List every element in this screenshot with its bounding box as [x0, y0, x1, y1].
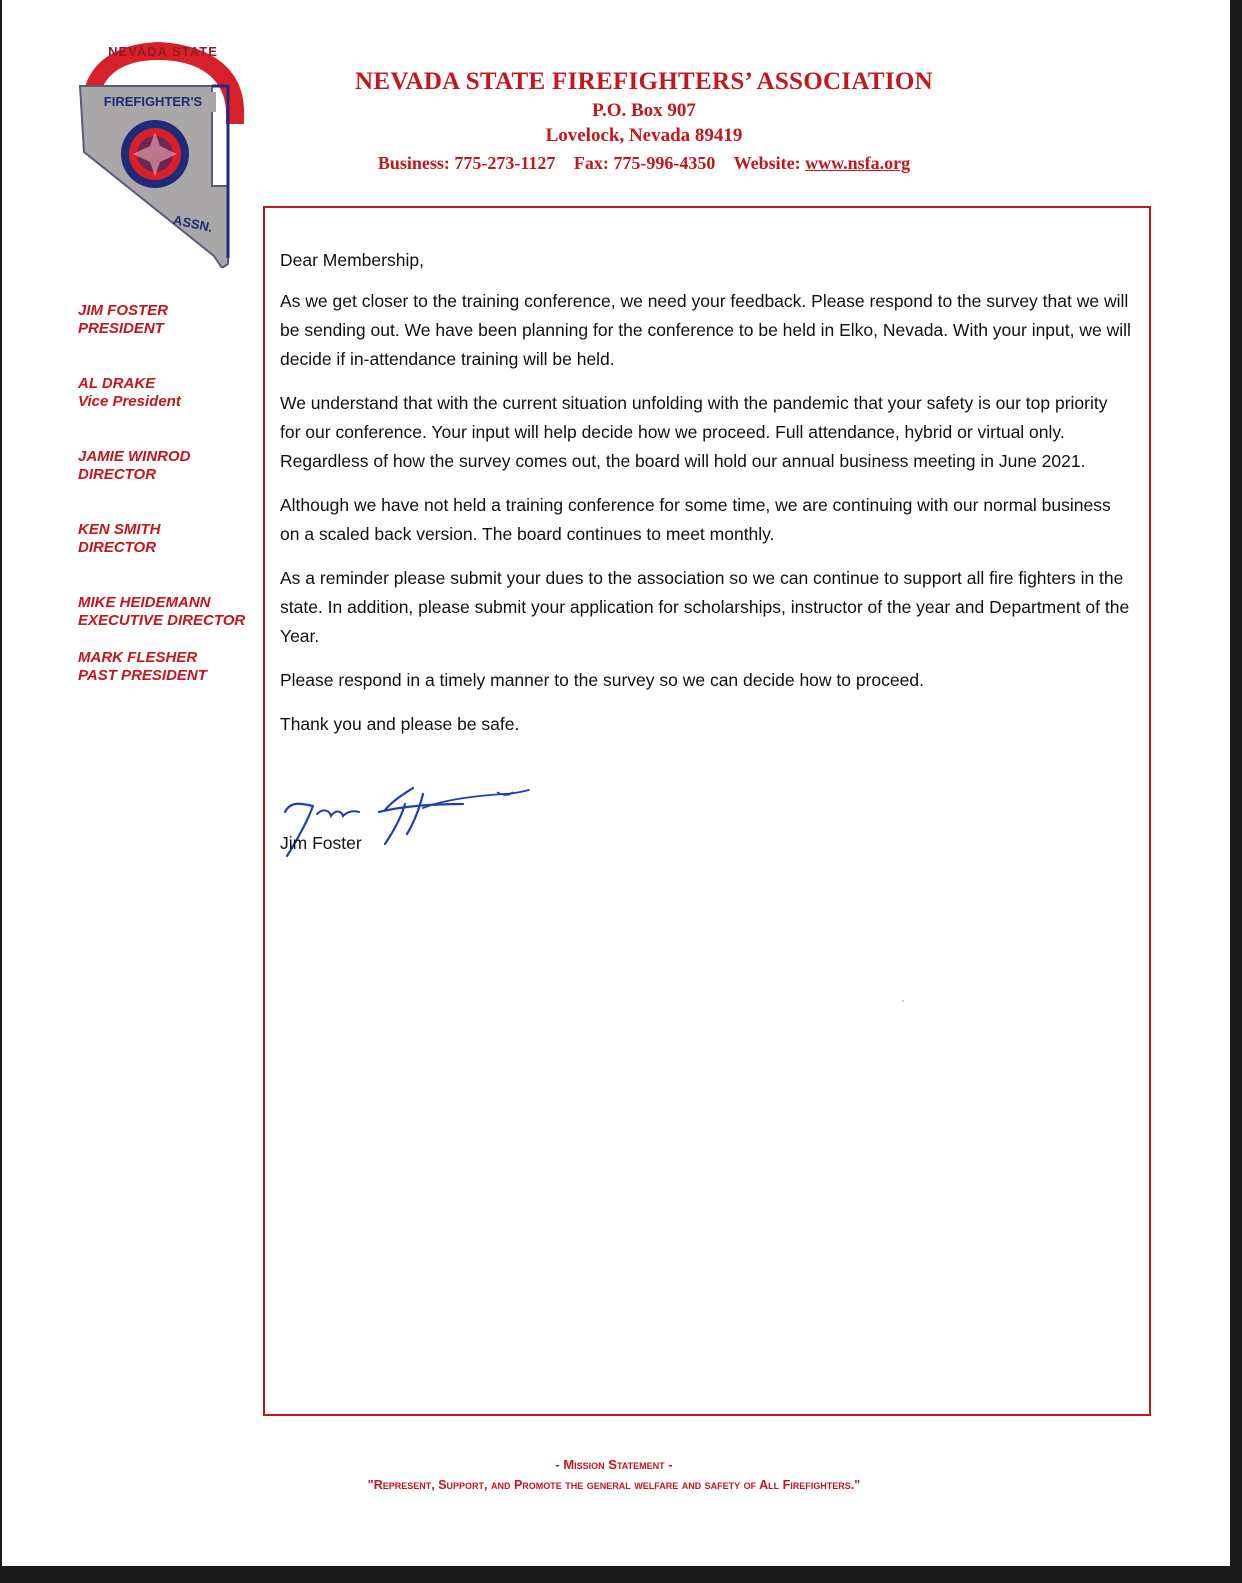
city-state-zip: Lovelock, Nevada 89419 [545, 125, 743, 146]
officer-name: AL DRAKE [78, 375, 156, 392]
officer-entry [78, 594, 245, 630]
officer-entry [78, 521, 161, 557]
fax-number: 775-996-4350 [613, 153, 716, 173]
letter-body [280, 246, 1132, 754]
business-label: Business: [377, 153, 450, 173]
officer-title: Vice President [78, 393, 181, 410]
business-phone: 775-273-1127 [454, 153, 556, 173]
logo-bottom-text: ASSN. [171, 212, 214, 236]
mission-statement [264, 1456, 964, 1494]
association-logo [72, 36, 252, 268]
officer-name: MARK FLESHER [78, 649, 198, 666]
contact-line [264, 149, 1024, 177]
salutation: Dear Membership, [280, 250, 424, 270]
officer-name: JAMIE WINROD [78, 448, 191, 465]
letter-paragraph: Please respond in a timely manner to the survey so we can decide how to proceed. [280, 670, 924, 690]
officer-entry [78, 649, 207, 685]
officer-title: PAST PRESIDENT [78, 667, 207, 684]
po-box: P.O. Box 907 [592, 100, 696, 121]
letterhead [264, 66, 1024, 177]
website-label: Website: [733, 153, 801, 173]
officer-title: DIRECTOR [78, 539, 157, 556]
letter-page [2, 0, 1230, 1566]
letter-paragraph: As a reminder please submit your dues to the association so we can continue to support all fire fighters in the state. In addition, please submit your application for scholarships, instructor of the year and Department of the Year. [280, 568, 1130, 646]
logo-top-text: NEVADA STATE [108, 44, 218, 59]
letter-paragraph: Although we have not held a training conference for some time, we are continuing with our normal business on a scaled back version. The board continues to meet monthly. [280, 495, 1111, 544]
letter-paragraph: As we get closer to the training conference, we need your feedback. Please respond to the survey that we will be sending out. We have been planning for the conference to be held in Elko, Nevada. With your input, we will decide if in-attendance training will be held. [280, 291, 1131, 369]
mission-text: "Represent, Support, and Promote the general welfare and safety of All Firefighters." [367, 1478, 861, 1492]
logo-middle-text: FIREFIGHTER'S [103, 94, 203, 109]
organization-name: NEVADA STATE FIREFIGHTERS’ ASSOCIATION [355, 68, 933, 95]
officer-name: MIKE HEIDEMANN [78, 594, 211, 611]
mission-title: - Mission Statement - [555, 1457, 673, 1472]
website-link[interactable]: www.nsfa.org [805, 153, 911, 173]
officer-entry [78, 302, 168, 338]
signer-name: Jim Foster [280, 833, 362, 853]
letter-paragraph: We understand that with the current situation unfolding with the pandemic that your safety is our top priority for our conference. Your input will help decide how we proceed. Full attendance, hybrid or virtual only. Regardless of how the survey comes out, the board will hold our annual business meeting in June 2021. [280, 393, 1108, 471]
officer-entry [78, 375, 181, 411]
closing: Thank you and please be safe. [280, 714, 520, 734]
officer-title: DIRECTOR [78, 466, 157, 483]
scan-speck [902, 1000, 904, 1002]
officer-title: EXECUTIVE DIRECTOR [78, 612, 246, 629]
officer-name: KEN SMITH [78, 521, 161, 538]
officer-entry [78, 448, 191, 484]
officer-name: JIM FOSTER [78, 302, 169, 319]
officer-title: PRESIDENT [78, 320, 164, 337]
letter-frame [263, 206, 1151, 1416]
fax-label: Fax: [573, 153, 609, 173]
